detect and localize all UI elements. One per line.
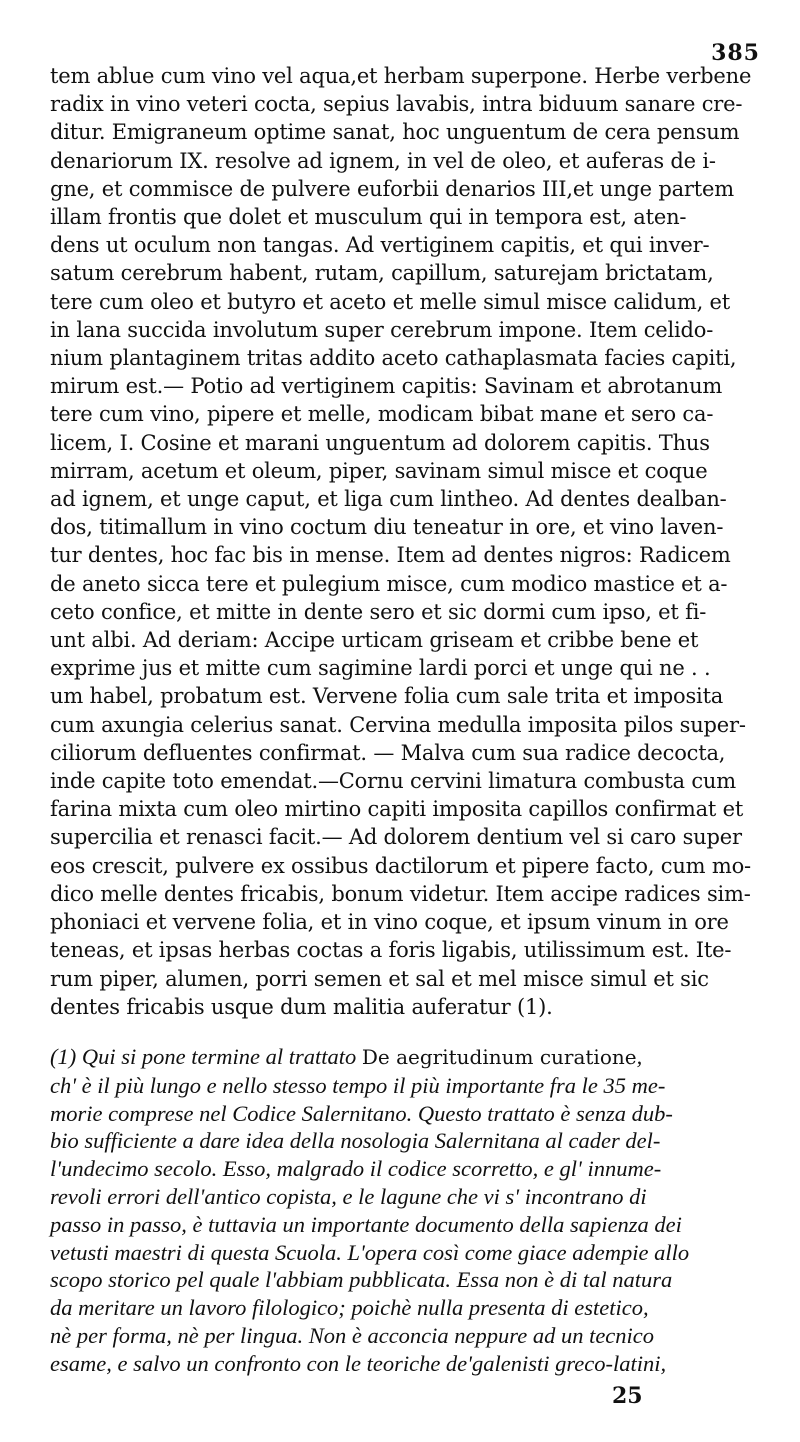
footnote-line: ch' è il più lungo e nello stesso tempo il più importante fra le 35 me-: [50, 1072, 666, 1098]
footnote-line: da meritare un lavoro filologico; poichè nulla presenta di estetico,: [50, 1295, 649, 1321]
text-line: um habel, probatum est. Vervene folia cum sale trita et imposita: [50, 684, 724, 709]
text-line: mirum est.— Potio ad vertiginem capitis: Savinam et abrotanum: [50, 374, 723, 399]
text-line: eos crescit, pulvere ex ossibus dactilorum et pipere facto, cum mo-: [50, 853, 751, 878]
footnote-line: morie comprese nel Codice Salernitano. Questo trattato è senza dub-: [50, 1100, 673, 1126]
footnote-mark: (1): [50, 1044, 77, 1069]
text-line: nium plantaginem tritas addito aceto cathaplasmata facies capiti,: [50, 346, 737, 371]
page-number: 385: [711, 40, 760, 66]
text-line: tere cum vino, pipere et melle, modicam bibat mane et sero ca-: [50, 402, 714, 427]
text-line: tur dentes, hoc fac bis in mense. Item ad dentes nigros: Radicem: [50, 543, 731, 568]
text-line: exprime jus et mitte cum sagimine lardi porci et unge qui ne . .: [50, 656, 711, 681]
footnote-line: nè per forma, nè per lingua. Non è acconcia neppure ad un tecnico: [50, 1322, 655, 1348]
text-line: tem ablue cum vino vel aqua,et herbam superpone. Herbe verbene: [50, 64, 752, 88]
text-line: ditur. Emigraneum optime sanat, hoc unguentum de cera pensum: [50, 120, 740, 145]
text-line: supercilia et renasci facit.— Ad dolorem dentium vel si caro super: [50, 825, 742, 850]
text-line: rum piper, alumen, porri semen et sal et mel misce simul et sic: [50, 966, 709, 991]
text-line: phoniaci et vervene folia, et in vino coque, et ipsum vinum in ore: [50, 910, 729, 935]
text-line: dos, titimallum in vino coctum diu teneatur in ore, et vino laven-: [50, 515, 724, 540]
footnote-line: vetusti maestri di questa Scuola. L'opera così come giace adempie allo: [50, 1239, 690, 1265]
text-line: ad ignem, et unge caput, et liga cum lintheo. Ad dentes dealban-: [50, 487, 727, 512]
footnote-line: revoli errori dell'antico copista, e le lagune che vi s' incontrano di: [50, 1183, 647, 1209]
text-line: illam frontis que dolet et musculum qui in tempora est, aten-: [50, 205, 687, 230]
text-line: farina mixta cum oleo mirtino capiti imposita capillos confirmat et: [50, 797, 744, 822]
text-line: unt albi. Ad deriam: Accipe urticam griseam et cribbe bene et: [50, 628, 699, 653]
text-line: dens ut oculum non tangas. Ad vertiginem capitis, et qui inver-: [50, 233, 710, 258]
text-line: teneas, et ipsas herbas coctas a foris ligabis, utilissimum est. Ite-: [50, 938, 732, 963]
text-line: in lana succida involutum super cerebrum impone. Item celido-: [50, 317, 714, 342]
footnote-line: l'undecimo secolo. Esso, malgrado il codice scorretto, e gl' innume-: [50, 1156, 662, 1182]
footnote-line: esame, e salvo un confronto con le teoriche de'galenisti greco-latini,: [50, 1350, 667, 1376]
text-line: gne, et commisce de pulvere euforbii denarios III,et unge partem: [50, 176, 734, 201]
footnote-intro-end: ,: [636, 1044, 643, 1069]
footnote-block: [50, 1043, 762, 1378]
text-line: licem, I. Cosine et marani unguentum ad dolorem capitis. Thus: [50, 430, 710, 455]
signature-mark: 25: [612, 1383, 643, 1409]
footnote-intro: Qui si pone termine al trattato: [81, 1044, 357, 1069]
text-line: mirram, acetum et oleum, piper, savinam simul misce et coque: [50, 458, 708, 483]
text-line: ciliorum defluentes confirmat. — Malva cum sua radice decocta,: [50, 740, 726, 765]
main-text-block: [50, 62, 762, 1021]
text-line: dentes fricabis usque dum malitia auferatur (1).: [50, 994, 553, 1019]
footnote-line: scopo storico pel quale l'abbiam pubblicata. Essa non è di tal natura: [50, 1267, 673, 1293]
text-line: ceto confice, et mitte in dente sero et sic dormi cum ipso, et fi-: [50, 599, 707, 624]
text-line: denariorum IX. resolve ad ignem, in vel de oleo, et auferas de i-: [50, 148, 716, 173]
text-line: inde capite toto emendat.—Cornu cervini limatura combusta cum: [50, 769, 736, 794]
footnote-first-line: [50, 1043, 762, 1072]
footnote-lines: [50, 1072, 762, 1378]
text-line: cum axungia celerius sanat. Cervina medulla imposita pilos super-: [50, 712, 746, 737]
text-line: radix in vino veteri cocta, sepius lavabis, intra biduum sanare cre-: [50, 92, 743, 117]
footnote-line: passo in passo, è tuttavia un importante documento della sapienza dei: [50, 1211, 682, 1237]
text-line: dico melle dentes fricabis, bonum videtur. Item accipe radices sim-: [50, 881, 751, 906]
text-line: de aneto sicca tere et pulegium misce, cum modico mastice et a-: [50, 571, 728, 596]
text-line: tere cum oleo et butyro et aceto et melle simul misce calidum, et: [50, 289, 730, 314]
text-line: satum cerebrum habent, rutam, capillum, saturejam brictatam,: [50, 261, 714, 286]
footnote-treatise-title: De aegritudinum curatione: [361, 1045, 637, 1069]
footnote-line: bio sufficiente a dare idea della nosologia Salernitana al cader del-: [50, 1128, 661, 1154]
